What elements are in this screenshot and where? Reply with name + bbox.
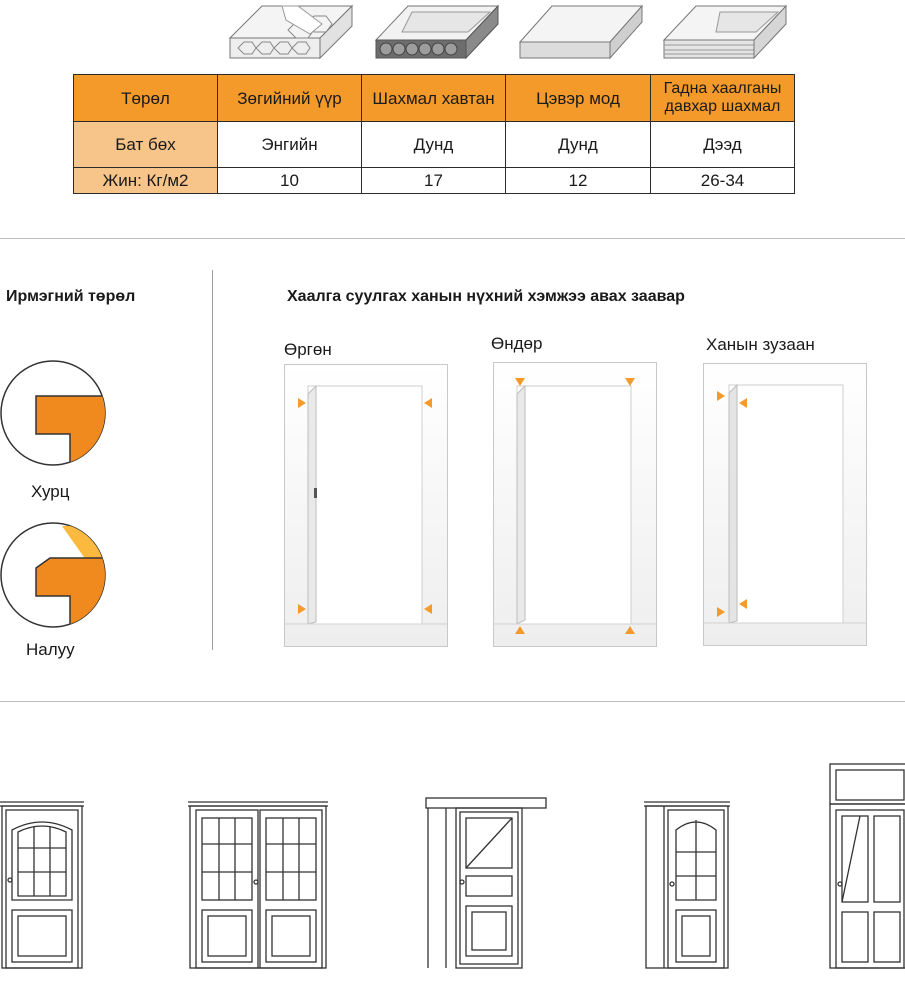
- table-cell: Дунд: [506, 122, 651, 168]
- measure-label: Өндөр: [491, 334, 543, 353]
- table-header-cell: Төрөл: [74, 75, 218, 122]
- height-measure-icon: [493, 362, 657, 648]
- table-cell: Энгийн: [218, 122, 362, 168]
- edge-section-title: Ирмэгний төрөл: [6, 288, 136, 305]
- width-measure-icon: [284, 364, 448, 648]
- measure-label: Ханын зузаан: [706, 335, 815, 354]
- honeycomb-core-icon: [226, 0, 356, 62]
- square-edge-icon: [0, 358, 110, 468]
- table-row-label: Бат бөх: [74, 122, 218, 168]
- layered-board-core-icon: [660, 0, 790, 62]
- materials-table: [73, 74, 795, 194]
- table-row: [74, 168, 795, 194]
- table-cell: 26-34: [651, 168, 795, 194]
- table-cell: Дунд: [362, 122, 506, 168]
- table-row: [74, 122, 795, 168]
- edge-type-label: Хурц: [31, 482, 70, 501]
- narrow-glazed-door-icon: [644, 800, 734, 970]
- arched-glazed-door-icon: [0, 800, 90, 970]
- divider-bottom: [0, 701, 905, 702]
- beveled-edge-icon: [0, 520, 110, 630]
- table-header-cell: Зөгийний үүр: [218, 75, 362, 122]
- table-row-label: Жин: Кг/м2: [74, 168, 218, 194]
- edge-type-label: Налуу: [26, 640, 75, 659]
- table-header-cell: Гадна хаалганы давхар шахмал: [651, 75, 795, 122]
- chipboard-core-icon: [372, 0, 502, 62]
- measure-section-title: Хаалга суулгах ханын нүхний хэмжээ авах заавар: [287, 288, 685, 305]
- table-header-cell: Шахмал хавтан: [362, 75, 506, 122]
- divider-top: [0, 238, 905, 239]
- table-cell: 12: [506, 168, 651, 194]
- table-header-cell: Цэвэр мод: [506, 75, 651, 122]
- table-header-row: [74, 75, 795, 122]
- table-cell: Дээд: [651, 122, 795, 168]
- solid-wood-core-icon: [516, 0, 646, 62]
- table-cell: 17: [362, 168, 506, 194]
- section-vertical-divider: [212, 270, 213, 650]
- double-glazed-door-icon: [188, 800, 332, 970]
- wall-thickness-icon: [703, 363, 867, 647]
- transom-panel-door-icon: [828, 762, 905, 970]
- measure-label: Өргөн: [284, 340, 332, 359]
- table-cell: 10: [218, 168, 362, 194]
- sliding-panel-door-icon: [424, 796, 548, 970]
